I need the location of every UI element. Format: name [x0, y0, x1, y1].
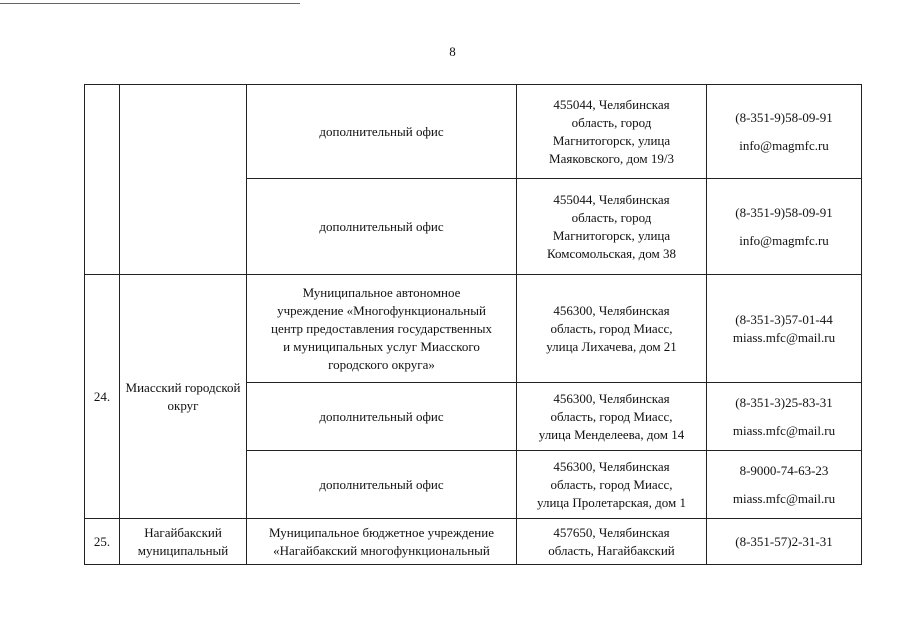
- address-cell: 457650, Челябинская область, Нагайбакский: [517, 519, 707, 565]
- table-row: [85, 85, 862, 179]
- municipality-cell: Миасский городской округ: [120, 275, 247, 519]
- phone-text: 8-9000-74-63-23: [739, 462, 829, 478]
- address-cell: 456300, Челябинская область, город Миасс, улица Пролетарская, дом 1: [517, 451, 707, 519]
- address-cell: 455044, Челябинская область, город Магнитогорск, улица Маяковского, дом 19/3: [517, 85, 707, 179]
- municipality-cell: [120, 85, 247, 275]
- phone-text: (8-351-9)58-09-91: [735, 204, 833, 220]
- address-cell: 456300, Челябинская область, город Миасс, улица Менделеева, дом 14: [517, 383, 707, 451]
- email-text: miass.mfc@mail.ru: [732, 329, 836, 345]
- row-number-cell: 24.: [85, 275, 120, 519]
- mfc-offices-table: [84, 84, 862, 565]
- contact-cell: [707, 451, 862, 519]
- row-number-cell: 25.: [85, 519, 120, 565]
- phone-text: (8-351-3)57-01-44: [735, 311, 833, 327]
- office-name-cell: Муниципальное автономное учреждение «Многофункциональный центр предоставления государственных и муниципальных услуг Миасского городского округа»: [247, 275, 517, 383]
- contact-cell: [707, 519, 862, 565]
- contact-cell: [707, 383, 862, 451]
- phone-text: (8-351-3)25-83-31: [735, 394, 833, 410]
- email-text: info@magmfc.ru: [739, 137, 829, 153]
- page-number: 8: [449, 44, 456, 59]
- office-name-cell: дополнительный офис: [247, 85, 517, 179]
- header-rule: [0, 3, 300, 4]
- email-text: miass.mfc@mail.ru: [732, 422, 836, 438]
- office-name-cell: дополнительный офис: [247, 179, 517, 275]
- office-name-cell: дополнительный офис: [247, 383, 517, 451]
- email-text: info@magmfc.ru: [739, 232, 829, 248]
- address-cell: 456300, Челябинская область, город Миасс, улица Лихачева, дом 21: [517, 275, 707, 383]
- contact-cell: [707, 85, 862, 179]
- row-number-cell: [85, 85, 120, 275]
- address-cell: 455044, Челябинская область, город Магнитогорск, улица Комсомольская, дом 38: [517, 179, 707, 275]
- office-name-cell: дополнительный офис: [247, 451, 517, 519]
- contact-cell: [707, 275, 862, 383]
- table-row: [85, 519, 862, 565]
- table-row: [85, 275, 862, 383]
- phone-text: (8-351-9)58-09-91: [735, 109, 833, 125]
- email-text: miass.mfc@mail.ru: [732, 490, 836, 506]
- contact-cell: [707, 179, 862, 275]
- office-name-cell: Муниципальное бюджетное учреждение «Нагайбакский многофункциональный: [247, 519, 517, 565]
- phone-text: (8-351-57)2-31-31: [735, 533, 833, 549]
- municipality-cell: Нагайбакский муниципальный: [120, 519, 247, 565]
